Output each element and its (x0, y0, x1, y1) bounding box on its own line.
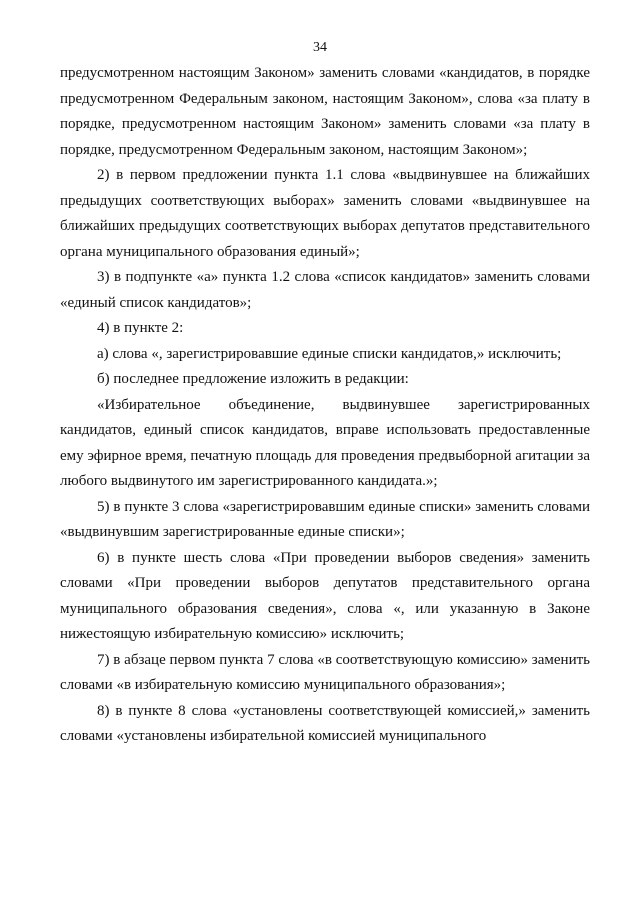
paragraph-continuation: предусмотренном настоящим Законом» заменить словами «кандидатов, в порядке предусмотренном Федеральным законом, настоящим Законом», слова «за плату в порядке, предусмотренном настоящим Законом» заменить словами «за плату в порядке, предусмотренном Федеральным законом, настоящим Законом»; (60, 65, 590, 158)
paragraph-item-3: 3) в подпункте «а» пункта 1.2 слова «список кандидатов» заменить словами «единый список кандидатов»; (60, 269, 590, 311)
paragraph-item-8: 8) в пункте 8 слова «установлены соответствующей комиссией,» заменить словами «установлены избирательной комиссией муниципального (60, 702, 590, 744)
paragraph-item-4b: б) последнее предложение изложить в редакции: (97, 371, 409, 387)
paragraph-item-7: 7) в абзаце первом пункта 7 слова «в соответствующую комиссию» заменить словами «в избирательную комиссию муниципального образования»; (60, 651, 590, 693)
paragraph-item-6: 6) в пункте шесть слова «При проведении выборов сведения» заменить словами «При проведении выборов депутатов представительного органа муниципального образования сведения», слова «, или указанную в Законе нижестоящую избирательную комиссию» исключить; (60, 549, 590, 642)
document-body (60, 61, 590, 750)
paragraph-item-2: 2) в первом предложении пункта 1.1 слова «выдвинувшее на ближайших предыдущих соответствующих выборах» заменить словами «выдвинувшее на ближайших предыдущих соответствующих выборах депутатов представительного органа муниципального образования единый»; (60, 167, 590, 260)
paragraph-quote: «Избирательное объединение, выдвинувшее зарегистрированных кандидатов, единый список кандидатов, вправе использовать предоставленные ему эфирное время, печатную площадь для проведения предвыборной агитации за любого выдвинутого им зарегистрированного кандидата.»; (60, 396, 590, 489)
paragraph-item-4a: а) слова «, зарегистрировавшие единые списки кандидатов,» исключить; (97, 345, 562, 362)
page-number: 34 (313, 40, 327, 55)
paragraph-item-4: 4) в пункте 2: (97, 320, 184, 336)
paragraph-item-5: 5) в пункте 3 слова «зарегистрировавшим единые списки» заменить словами «выдвинувшим зарегистрированные единые списки»; (60, 498, 590, 540)
